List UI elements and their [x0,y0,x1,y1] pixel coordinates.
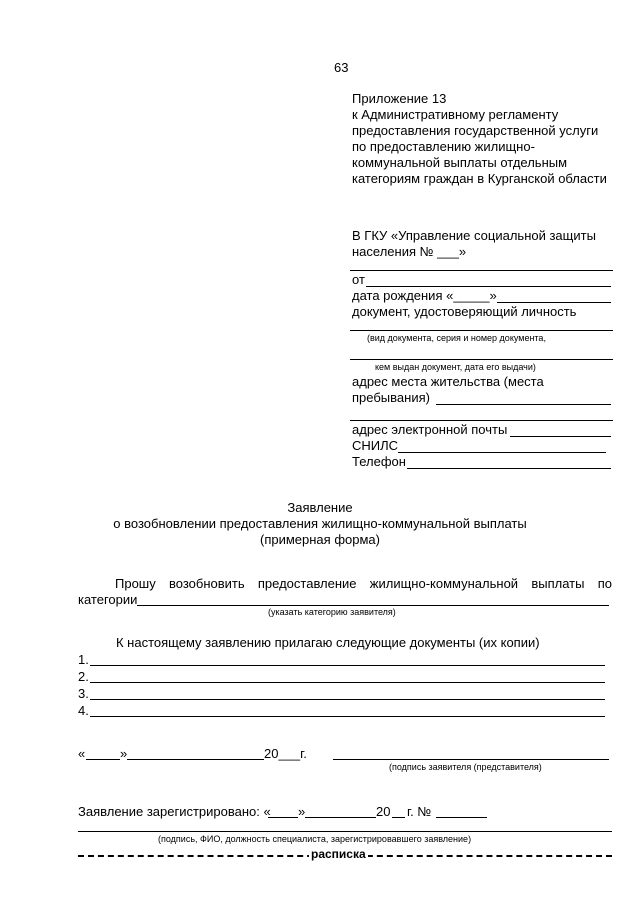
snils-label: СНИЛС [352,438,399,453]
request-word-6: по [597,576,612,591]
appendix-line-1: Приложение 13 [352,91,447,106]
doc-item-2-field[interactable] [90,682,605,683]
registration-number-label: г. № [407,804,432,819]
dob-field[interactable] [497,302,611,303]
document-title: Заявление [287,500,353,515]
request-word-1: Прошу [115,576,156,591]
applicant-signature-field[interactable] [333,759,609,760]
addressee-blank-line[interactable] [350,270,613,271]
phone-field[interactable] [407,468,611,469]
address-field-2[interactable] [350,420,613,421]
page-number: 63 [334,60,349,75]
email-field[interactable] [510,436,611,437]
category-hint: (указать категорию заявителя) [268,607,396,617]
addressee-line-1: В ГКУ «Управление социальной защиты [352,228,596,243]
from-label: от [352,272,365,287]
doc-item-4-number: 4. [78,703,89,718]
snils-field[interactable] [398,452,606,453]
appendix-line-2: к Административному регламенту [352,107,559,122]
id-doc-field[interactable] [350,330,613,331]
doc-item-2-number: 2. [78,669,89,684]
registration-month-field[interactable] [305,817,376,818]
id-doc-hint: (вид документа, серия и номер документа, [367,333,546,343]
date-open-quote: « [78,746,86,761]
applicant-signature-hint: (подпись заявителя (представителя) [389,762,542,772]
from-field[interactable] [366,286,611,287]
doc-item-3-field[interactable] [90,699,605,700]
category-field[interactable] [137,605,609,606]
document-form-note: (примерная форма) [260,532,380,547]
issued-hint: кем выдан документ, дата его выдачи) [375,362,536,372]
appendix-line-4: по предоставлению жилищно- [352,139,535,154]
issued-field[interactable] [350,359,613,360]
date-year-label: 20___г. [264,746,307,761]
id-doc-label: документ, удостоверяющий личность [352,304,577,319]
registration-day-field[interactable] [268,817,298,818]
documents-intro: К настоящему заявлению прилагаю следующие документы (их копии) [116,635,540,650]
request-word-2: возобновить [168,576,245,591]
appendix-line-3: предоставления государственной услуги [352,123,599,138]
registration-number-field[interactable] [436,817,487,818]
doc-item-1-field[interactable] [90,665,605,666]
request-word-3: предоставление [257,576,357,591]
date-day-field[interactable] [86,759,120,760]
doc-item-1-number: 1. [78,652,89,667]
address-label-2: пребывания) [352,390,430,405]
email-label: адрес электронной почты [352,422,508,437]
phone-label: Телефон [352,454,406,469]
registration-year-label: 20 [376,804,391,819]
addressee-line-2: населения № ___» [352,244,467,259]
receipt-label: расписка [311,847,366,861]
document-subtitle: о возобновлении предоставления жилищно-коммунальной выплаты [113,516,527,531]
appendix-line-6: категориям граждан в Курганской области [352,171,607,186]
request-word-5: выплаты [531,576,585,591]
registration-close-quote: » [298,804,306,819]
dob-label: дата рождения «_____» [352,288,497,303]
doc-item-4-field[interactable] [90,716,605,717]
appendix-line-5: коммунальной выплаты отдельным [352,155,568,170]
registration-year-field[interactable] [392,817,405,818]
request-word-4: жилищно-коммунальной [369,576,519,591]
request-line [115,576,612,592]
date-month-field[interactable] [127,759,264,760]
address-label-1: адрес места жительства (места [352,374,544,389]
specialist-signature-hint: (подпись, ФИО, должность специалиста, зарегистрировавшего заявление) [158,834,472,844]
date-close-quote: » [120,746,128,761]
registration-label: Заявление зарегистрировано: « [78,804,271,819]
doc-item-3-number: 3. [78,686,89,701]
address-field-1[interactable] [436,404,611,405]
specialist-signature-field[interactable] [78,831,612,832]
category-label: категории [78,592,138,607]
